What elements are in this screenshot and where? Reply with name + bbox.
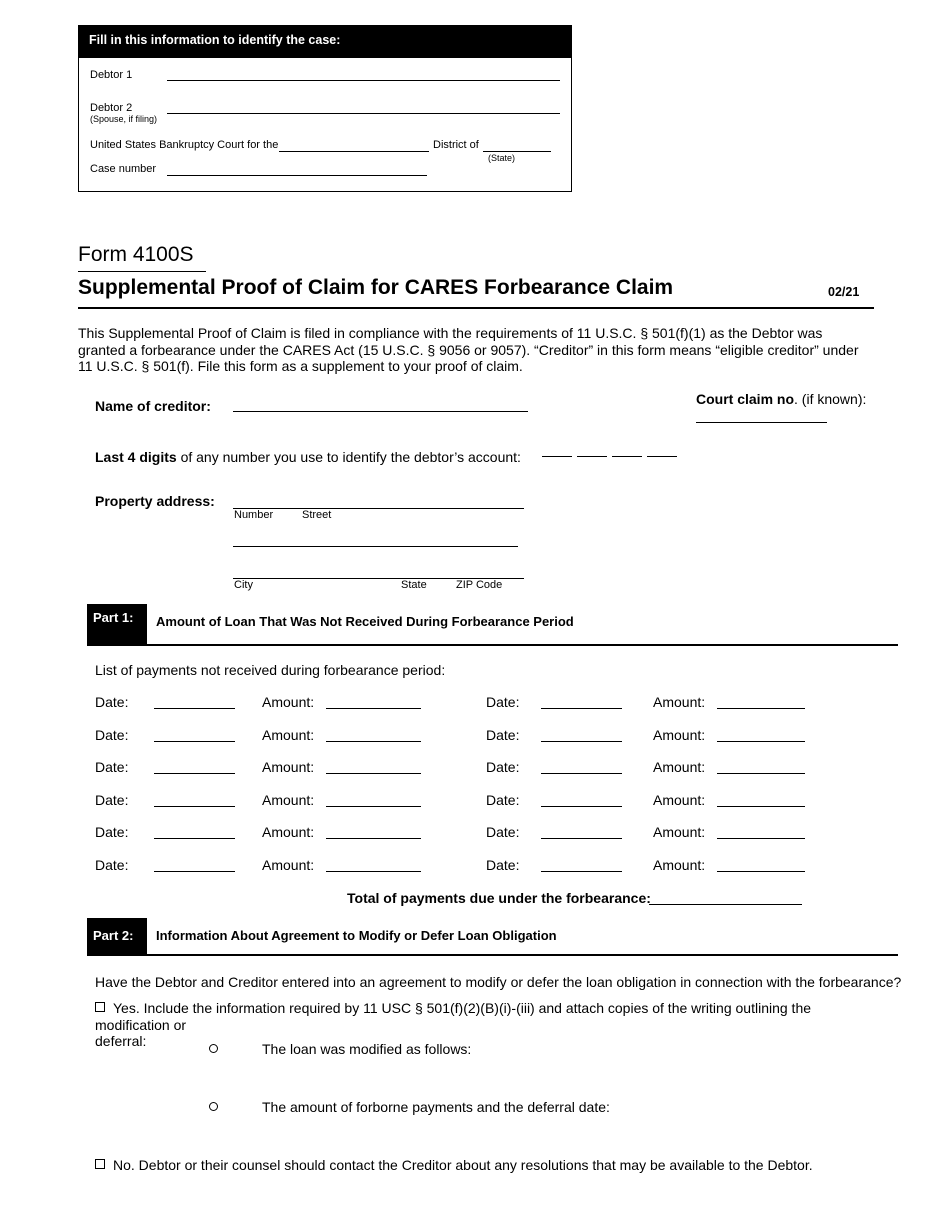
- total-label: Total of payments due under the forbearance:: [347, 890, 651, 906]
- amount-field-row2-col2[interactable]: [326, 741, 421, 742]
- amount-label: Amount:: [262, 792, 315, 808]
- last4-digit-4[interactable]: [647, 456, 677, 457]
- last4-bold: Last 4 digits: [95, 449, 177, 465]
- last4-digit-3[interactable]: [612, 456, 642, 457]
- creditor-name-label: Name of creditor:: [95, 398, 211, 414]
- amount-field-row1-col2[interactable]: [326, 708, 421, 709]
- date-label: Date:: [95, 694, 129, 710]
- no-option: [95, 1157, 813, 1173]
- creditor-name-field[interactable]: [233, 411, 528, 412]
- amount-field-row1-col4[interactable]: [717, 708, 805, 709]
- date-field-row1-col1[interactable]: [154, 708, 235, 709]
- amount-field-row6-col2[interactable]: [326, 871, 421, 872]
- amount-label: Amount:: [653, 857, 706, 873]
- title-rule: [78, 307, 874, 309]
- case-info-box: [78, 25, 572, 192]
- date-label: Date:: [95, 792, 129, 808]
- debtor2-field[interactable]: [167, 113, 560, 114]
- intro-line-2: granted a forbearance under the CARES Act (15 U.S.C. § 9056 or 9057). “Creditor” in this form means “eligible creditor” under: [78, 341, 859, 358]
- last4-rest: of any number you use to identify the debtor’s account:: [176, 449, 521, 465]
- zip-caption: ZIP Code: [456, 579, 503, 591]
- address-line2-field[interactable]: [233, 546, 518, 547]
- date-field-row5-col3[interactable]: [541, 838, 622, 839]
- yes-checkbox[interactable]: [95, 1002, 105, 1012]
- date-label: Date:: [95, 727, 129, 743]
- amount-label: Amount:: [653, 694, 706, 710]
- case-number-label: Case number: [90, 163, 157, 175]
- date-field-row1-col3[interactable]: [541, 708, 622, 709]
- debtor2-note: (Spouse, if filing): [90, 114, 158, 124]
- part2-label: Part 2:: [87, 918, 147, 955]
- date-label: Date:: [486, 792, 520, 808]
- court-claim-label: [696, 391, 866, 407]
- property-address-label: Property address:: [95, 493, 215, 509]
- amount-field-row4-col4[interactable]: [717, 806, 805, 807]
- date-field-row6-col1[interactable]: [154, 871, 235, 872]
- last4-label: [95, 449, 521, 465]
- amount-field-row5-col2[interactable]: [326, 838, 421, 839]
- form-title: Supplemental Proof of Claim for CARES Forbearance Claim: [78, 276, 674, 299]
- court-claim-rest: . (if known):: [794, 391, 867, 407]
- yes-option: [95, 1000, 885, 1050]
- last4-digit-1[interactable]: [542, 456, 572, 457]
- form-number-underline: [78, 271, 206, 272]
- form-version: 02/21: [828, 285, 860, 299]
- part1-label: Part 1:: [87, 604, 147, 645]
- intro-line-3: 11 U.S.C. § 501(f). File this form as a supplement to your proof of claim.: [78, 358, 523, 374]
- intro-text: [78, 325, 859, 375]
- address-street-field[interactable]: [233, 508, 524, 509]
- case-number-field[interactable]: [167, 175, 427, 176]
- modified-text: The loan was modified as follows:: [262, 1041, 472, 1057]
- date-label: Date:: [95, 759, 129, 775]
- part1-rule: [87, 644, 898, 646]
- amount-label: Amount:: [262, 857, 315, 873]
- part1-title: Amount of Loan That Was Not Received During Forbearance Period: [156, 614, 574, 629]
- date-field-row4-col1[interactable]: [154, 806, 235, 807]
- amount-label: Amount:: [653, 792, 706, 808]
- date-label: Date:: [486, 727, 520, 743]
- district-label: District of: [433, 139, 479, 151]
- amount-label: Amount:: [262, 824, 315, 840]
- court-claim-bold: Court claim no: [696, 391, 795, 407]
- total-field[interactable]: [649, 904, 802, 905]
- district-field[interactable]: [483, 151, 551, 152]
- debtor1-label: Debtor 1: [90, 69, 133, 81]
- case-info-header: Fill in this information to identify the case:: [79, 26, 571, 58]
- deferral-text: The amount of forborne payments and the deferral date:: [262, 1099, 610, 1115]
- date-label: Date:: [486, 824, 520, 840]
- payments-list-intro: List of payments not received during forbearance period:: [95, 662, 446, 678]
- state-note: (State): [488, 153, 516, 163]
- date-field-row2-col3[interactable]: [541, 741, 622, 742]
- court-claim-field[interactable]: [696, 422, 827, 423]
- amount-label: Amount:: [262, 727, 315, 743]
- date-label: Date:: [95, 857, 129, 873]
- date-field-row6-col3[interactable]: [541, 871, 622, 872]
- date-field-row5-col1[interactable]: [154, 838, 235, 839]
- amount-field-row3-col4[interactable]: [717, 773, 805, 774]
- court-field[interactable]: [279, 151, 429, 152]
- amount-field-row5-col4[interactable]: [717, 838, 805, 839]
- date-field-row3-col3[interactable]: [541, 773, 622, 774]
- part2-title: Information About Agreement to Modify or Defer Loan Obligation: [156, 928, 557, 943]
- no-checkbox[interactable]: [95, 1159, 105, 1169]
- amount-label: Amount:: [262, 694, 315, 710]
- amount-field-row4-col2[interactable]: [326, 806, 421, 807]
- last4-digit-2[interactable]: [577, 456, 607, 457]
- state-caption: State: [401, 579, 427, 591]
- date-field-row2-col1[interactable]: [154, 741, 235, 742]
- intro-line-1: This Supplemental Proof of Claim is filed in compliance with the requirements of 11 U.S.C. § 501(f)(1) as the Debtor was: [78, 325, 823, 341]
- form-number: Form 4100S: [78, 243, 194, 266]
- date-field-row3-col1[interactable]: [154, 773, 235, 774]
- modified-radio[interactable]: [209, 1044, 218, 1053]
- number-caption: Number: [234, 509, 274, 521]
- yes-text-line2: deferral:: [95, 1033, 147, 1049]
- amount-field-row2-col4[interactable]: [717, 741, 805, 742]
- amount-label: Amount:: [653, 727, 706, 743]
- amount-field-row6-col4[interactable]: [717, 871, 805, 872]
- date-label: Date:: [486, 694, 520, 710]
- deferral-radio[interactable]: [209, 1102, 218, 1111]
- date-label: Date:: [486, 759, 520, 775]
- date-label: Date:: [95, 824, 129, 840]
- date-label: Date:: [486, 857, 520, 873]
- amount-label: Amount:: [653, 824, 706, 840]
- amount-field-row3-col2[interactable]: [326, 773, 421, 774]
- yes-text-line1: Yes. Include the information required by 11 USC § 501(f)(2)(B)(i)-(iii) and attach copies of the writing outlining the modification or: [95, 1000, 812, 1033]
- debtor1-field[interactable]: [167, 80, 560, 81]
- date-field-row4-col3[interactable]: [541, 806, 622, 807]
- city-caption: City: [234, 579, 253, 591]
- amount-label: Amount:: [653, 759, 706, 775]
- amount-label: Amount:: [262, 759, 315, 775]
- agreement-question: Have the Debtor and Creditor entered into an agreement to modify or defer the loan obligation in connection with the forbearance?: [95, 974, 902, 990]
- no-text: No. Debtor or their counsel should contact the Creditor about any resolutions that may be available to the Debtor.: [113, 1157, 813, 1173]
- street-caption: Street: [302, 509, 332, 521]
- debtor2-label: Debtor 2: [90, 102, 133, 114]
- court-label: United States Bankruptcy Court for the: [90, 139, 279, 151]
- part2-rule: [87, 954, 898, 956]
